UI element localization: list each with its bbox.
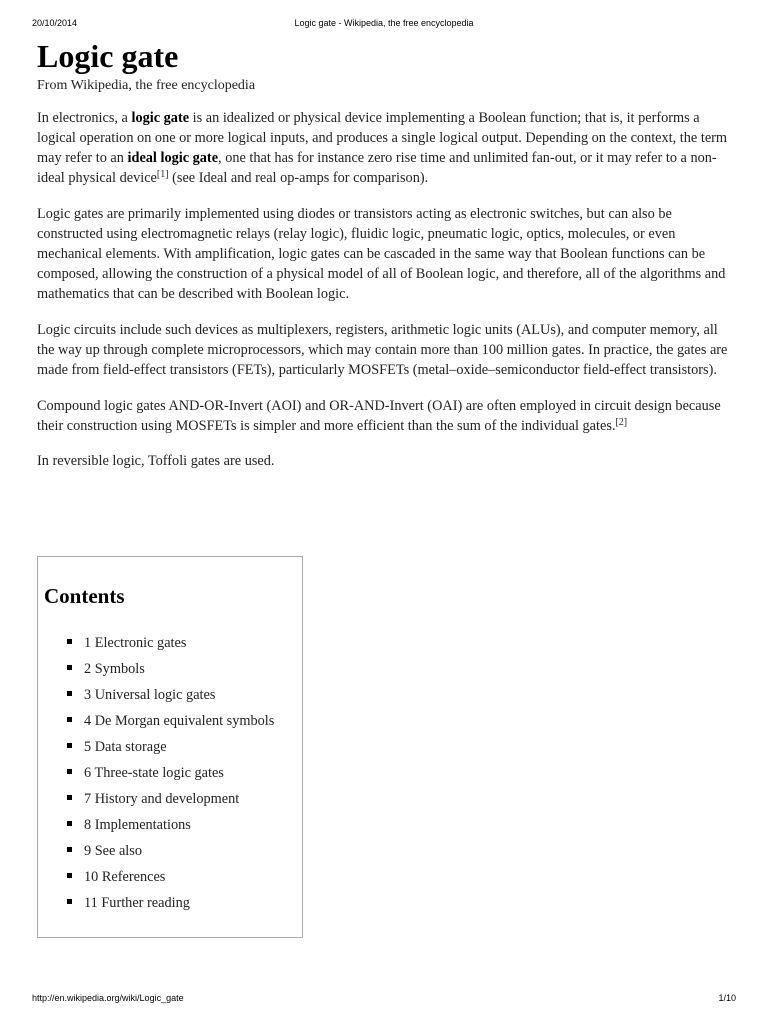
logic-circuits-paragraph: Logic circuits include such devices as multiplexers, registers, arithmetic logic units (ALUs), and computer memory, all the way up through complete microprocessors, which may contain more than 100 million gates. In practice, the gates are made from field-effect transistors (FETs), particularly MOSFETs (metal–oxide–semiconductor field-effect transistors). — [37, 322, 728, 378]
intro-text-4: (see Ideal and real op-amps for comparison). — [168, 170, 429, 186]
term-ideal-logic-gate: ideal logic gate — [127, 150, 219, 166]
bullet-icon — [67, 717, 72, 722]
intro-text-1: In electronics, a — [37, 110, 132, 126]
term-logic-gate: logic gate — [131, 110, 190, 126]
toc-item-electronic-gates[interactable] — [67, 633, 274, 659]
intro-paragraph — [37, 108, 737, 188]
page-number: 1/10 — [718, 993, 736, 1003]
bullet-icon — [67, 873, 72, 878]
bullet-icon — [67, 821, 72, 826]
page-title: Logic gate — [37, 38, 179, 74]
reversible-logic-paragraph: In reversible logic, Toffoli gates are used. — [37, 453, 275, 469]
toc-list — [67, 633, 274, 919]
toc-item-implementations[interactable] — [67, 815, 274, 841]
toc-item-label: 1 Electronic gates — [84, 635, 187, 651]
bullet-icon — [67, 743, 72, 748]
toc-title: Contents — [44, 584, 125, 608]
bullet-icon — [67, 769, 72, 774]
toc-item-label: 3 Universal logic gates — [84, 687, 216, 703]
implementation-paragraph: Logic gates are primarily implemented using diodes or transistors acting as electronic switches, but can also be constructed using electromagnetic relays (relay logic), fluidic logic, pneumatic logic, optics, molecules, or even mechanical elements. With amplification, logic gates can be cascaded in the same way that Boolean functions can be composed, allowing the construction of a physical model of all of Boolean logic, and therefore, all of the algorithms and mathematics that can be described with Boolean logic. — [37, 206, 726, 302]
toc-item-label: 7 History and development — [84, 791, 240, 807]
bullet-icon — [67, 899, 72, 904]
reference-1-link[interactable]: [1] — [156, 169, 169, 180]
compound-gates-paragraph — [37, 396, 737, 436]
bullet-icon — [67, 691, 72, 696]
print-footer — [32, 993, 736, 1007]
toc-item-label: 6 Three-state logic gates — [84, 765, 224, 781]
toc-item-label: 2 Symbols — [84, 661, 145, 677]
bullet-icon — [67, 639, 72, 644]
toc-item-universal-logic-gates[interactable] — [67, 685, 274, 711]
bullet-icon — [67, 795, 72, 800]
page-url: http://en.wikipedia.org/wiki/Logic_gate — [32, 993, 184, 1003]
site-tagline: From Wikipedia, the free encyclopedia — [37, 78, 256, 93]
toc-item-data-storage[interactable] — [67, 737, 274, 763]
toc-item-label: 9 See also — [84, 843, 142, 859]
reference-2-link[interactable]: [2] — [615, 417, 628, 428]
print-header — [32, 18, 736, 32]
article-content — [37, 38, 737, 911]
toc-item-three-state-logic-gates[interactable] — [67, 763, 274, 789]
toc-item-see-also[interactable] — [67, 841, 274, 867]
toc-item-references[interactable] — [67, 867, 274, 893]
toc-item-label: 11 Further reading — [84, 895, 190, 911]
intro-text-3: , one that has for instance zero rise time and unlimited fan-out, or it may refer to a non-ideal physical device — [37, 150, 717, 186]
table-of-contents — [37, 556, 303, 938]
print-document-title: Logic gate - Wikipedia, the free encyclopedia — [294, 18, 474, 28]
toc-item-label: 4 De Morgan equivalent symbols — [84, 713, 275, 729]
toc-item-label: 10 References — [84, 869, 166, 885]
bullet-icon — [67, 665, 72, 670]
print-date: 20/10/2014 — [32, 18, 78, 28]
toc-item-symbols[interactable] — [67, 659, 274, 685]
toc-item-history-and-development[interactable] — [67, 789, 274, 815]
toc-item-de-morgan-symbols[interactable] — [67, 711, 274, 737]
compound-gates-text: Compound logic gates AND-OR-Invert (AOI) and OR-AND-Invert (OAI) are often employed in circuit design because their construction using MOSFETs is simpler and more efficient than the sum of the individual gates. — [37, 398, 721, 434]
toc-item-further-reading[interactable] — [67, 893, 274, 919]
toc-item-label: 8 Implementations — [84, 817, 191, 833]
intro-text-2: is an idealized or physical device implementing a Boolean function; that is, it performs a logical operation on one or more logical inputs, and produces a single logical output. Depending on the context, the term may refer to an — [37, 110, 728, 166]
bullet-icon — [67, 847, 72, 852]
toc-item-label: 5 Data storage — [84, 739, 167, 755]
